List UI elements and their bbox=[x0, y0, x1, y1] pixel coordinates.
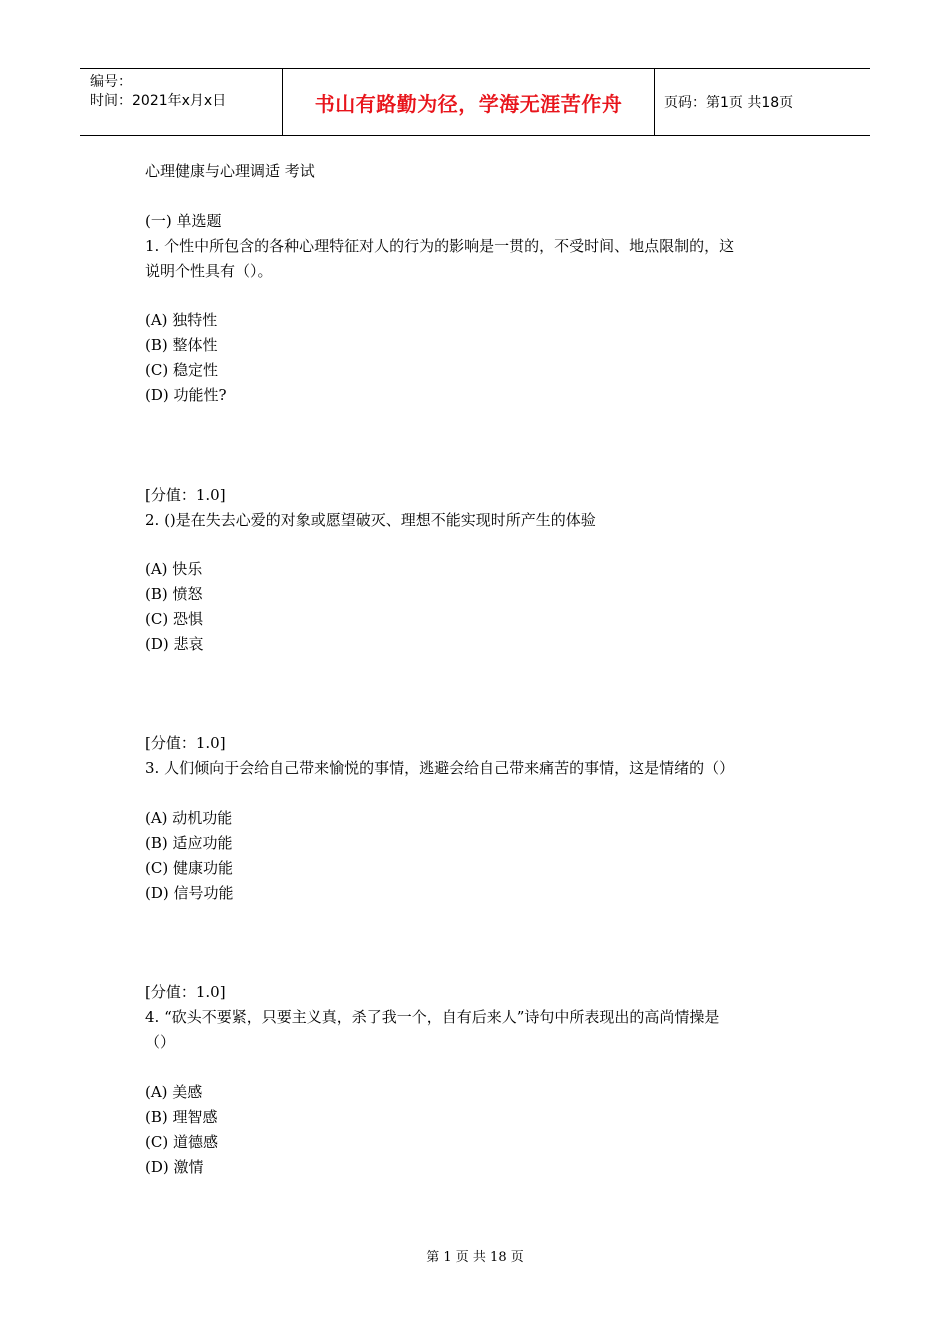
page-header bbox=[80, 68, 870, 136]
question-2-option-b: (B) 愤怒 bbox=[145, 585, 203, 603]
question-3-option-d: (D) 信号功能 bbox=[145, 884, 234, 902]
question-3-option-b: (B) 适应功能 bbox=[145, 834, 233, 852]
question-3-stem: 3. 人们倾向于会给自己带来愉悦的事情，逃避会给自己带来痛苦的事情，这是情绪的（） bbox=[145, 759, 735, 777]
question-1-option-b: (B) 整体性 bbox=[145, 336, 218, 354]
question-4-option-b: (B) 理智感 bbox=[145, 1108, 218, 1126]
header-page-info-cell bbox=[655, 69, 870, 135]
question-1-option-a: (A) 独特性 bbox=[145, 311, 218, 329]
serial-label: 编号： bbox=[90, 74, 132, 90]
question-4-option-a: (A) 美感 bbox=[145, 1083, 203, 1101]
question-1-stem-line-1: 1. 个性中所包含的各种心理特征对人的行为的影响是一贯的，不受时间、地点限制的，这 bbox=[145, 237, 735, 255]
page-footer: 第 1 页 共 18 页 bbox=[426, 1250, 524, 1265]
date-label: 时间：2021年x月x日 bbox=[90, 93, 227, 109]
question-1-option-c: (C) 稳定性 bbox=[145, 361, 218, 379]
question-2-stem: 2. ()是在失去心爱的对象或愿望破灭、理想不能实现时所产生的体验 bbox=[145, 511, 596, 529]
question-2-option-a: (A) 快乐 bbox=[145, 560, 203, 578]
question-4-stem-line-1: 4. “砍头不要紧，只要主义真，杀了我一个，自有后来人”诗句中所表现出的高尚情操是 bbox=[145, 1008, 720, 1026]
question-2-option-d: (D) 悲哀 bbox=[145, 635, 204, 653]
question-2-option-c: (C) 恐惧 bbox=[145, 610, 203, 628]
question-1-score: [分值：1.0] bbox=[145, 486, 226, 504]
question-3-option-a: (A) 动机功能 bbox=[145, 809, 233, 827]
motto: 书山有路勤为径，学海无涯苦作舟 bbox=[314, 91, 623, 116]
question-4-option-c: (C) 道德感 bbox=[145, 1133, 218, 1151]
header-meta bbox=[80, 69, 282, 135]
document-title: 心理健康与心理调适 考试 bbox=[145, 162, 315, 180]
section-title: (一) 单选题 bbox=[145, 212, 222, 230]
question-3-option-c: (C) 健康功能 bbox=[145, 859, 233, 877]
question-2-score: [分值：1.0] bbox=[145, 734, 226, 752]
header-motto-cell bbox=[282, 69, 655, 135]
question-1-stem-line-2: 说明个性具有（）。 bbox=[145, 262, 273, 280]
page-info: 页码：第1页 共18页 bbox=[664, 95, 794, 111]
question-1-option-d: (D) 功能性? bbox=[145, 386, 227, 404]
question-4-stem-line-2: （） bbox=[145, 1033, 176, 1051]
question-4-option-d: (D) 激情 bbox=[145, 1158, 204, 1176]
question-3-score: [分值：1.0] bbox=[145, 983, 226, 1001]
